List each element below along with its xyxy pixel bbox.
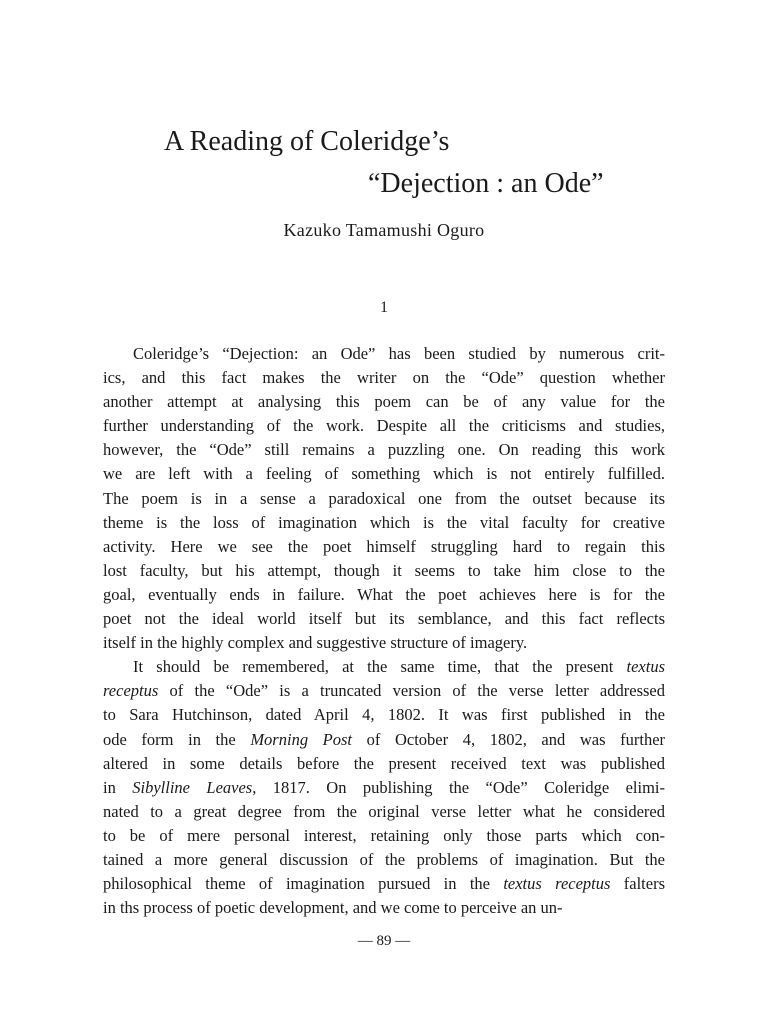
text-line — [103, 824, 665, 848]
text-segment: to Sara Hutchinson, dated April 4, 1802. It was first published in the — [103, 705, 665, 725]
author-name: Kazuko Tamamushi Oguro — [283, 220, 485, 240]
italic-text: receptus — [103, 681, 159, 701]
body-text — [103, 342, 665, 920]
text-segment: nated to a great degree from the original verse letter what he considered — [103, 801, 665, 821]
text-line: activity. Here we see the poet himself struggling hard to regain this — [103, 536, 665, 556]
text-line — [103, 679, 665, 703]
italic-text: Sibylline Leaves — [132, 777, 253, 797]
text-segment: philosophical theme of imagination pursued in the — [103, 874, 504, 894]
title-line-2: “Dejection : an Ode” — [368, 168, 604, 199]
text-line — [103, 728, 665, 752]
text-line — [103, 655, 665, 679]
section-number: 1 — [380, 299, 388, 316]
text-line — [103, 896, 665, 920]
text-segment: to be of mere personal interest, retaining only those parts which con- — [103, 825, 665, 845]
italic-text: textus receptus — [503, 874, 611, 894]
text-segment: It should be remembered, at the same time, that the present — [133, 657, 627, 677]
body-paragraph — [103, 342, 665, 655]
text-line: however, the “Ode” still remains a puzzling one. On reading this work — [103, 440, 665, 460]
text-segment: of the “Ode” is a truncated version of the verse letter addressed — [158, 681, 665, 701]
text-line — [103, 800, 665, 824]
text-line: goal, eventually ends in failure. What the poet achieves here is for the — [103, 584, 665, 604]
text-segment: in — [103, 777, 133, 797]
text-line: ics, and this fact makes the writer on the “Ode” question whether — [103, 368, 665, 388]
text-segment: altered in some details before the present received text was published — [103, 753, 665, 773]
body-paragraph — [103, 655, 665, 920]
text-line: further understanding of the work. Despite all the criticisms and studies, — [103, 416, 665, 436]
text-line: itself in the highly complex and suggestive structure of imagery. — [103, 633, 528, 653]
text-segment: tained a more general discussion of the problems of imagination. But the — [103, 849, 665, 869]
text-line — [103, 872, 665, 896]
text-line: another attempt at analysing this poem can be of any value for the — [103, 392, 665, 412]
text-line: theme is the loss of imagination which is the vital faculty for creative — [103, 512, 665, 532]
text-line — [103, 848, 665, 872]
text-line: The poem is in a sense a paradoxical one from the outset because its — [103, 488, 665, 508]
italic-text: textus — [626, 657, 665, 677]
text-segment: falters — [610, 874, 665, 894]
italic-text: Morning Post — [250, 729, 353, 749]
title-line-1: A Reading of Coleridge’s — [164, 126, 450, 157]
text-segment: ode form in the — [103, 729, 251, 749]
text-line: Coleridge’s “Dejection: an Ode” has been studied by numerous crit- — [133, 344, 665, 363]
page-number: — 89 — — [357, 933, 411, 949]
text-line: we are left with a feeling of something which is not entirely fulfilled. — [103, 464, 665, 484]
text-segment: of October 4, 1802, and was further — [352, 729, 666, 749]
text-line — [103, 703, 665, 727]
text-segment: , 1817. On publishing the “Ode” Coleridge elimi- — [252, 777, 665, 797]
text-line: poet not the ideal world itself but its semblance, and this fact reflects — [103, 609, 665, 629]
text-line: lost faculty, but his attempt, though it seems to take him close to the — [103, 560, 665, 580]
text-line — [103, 752, 665, 776]
text-segment: in ths process of poetic development, and we come to perceive an un- — [103, 898, 563, 918]
text-line — [103, 776, 665, 800]
